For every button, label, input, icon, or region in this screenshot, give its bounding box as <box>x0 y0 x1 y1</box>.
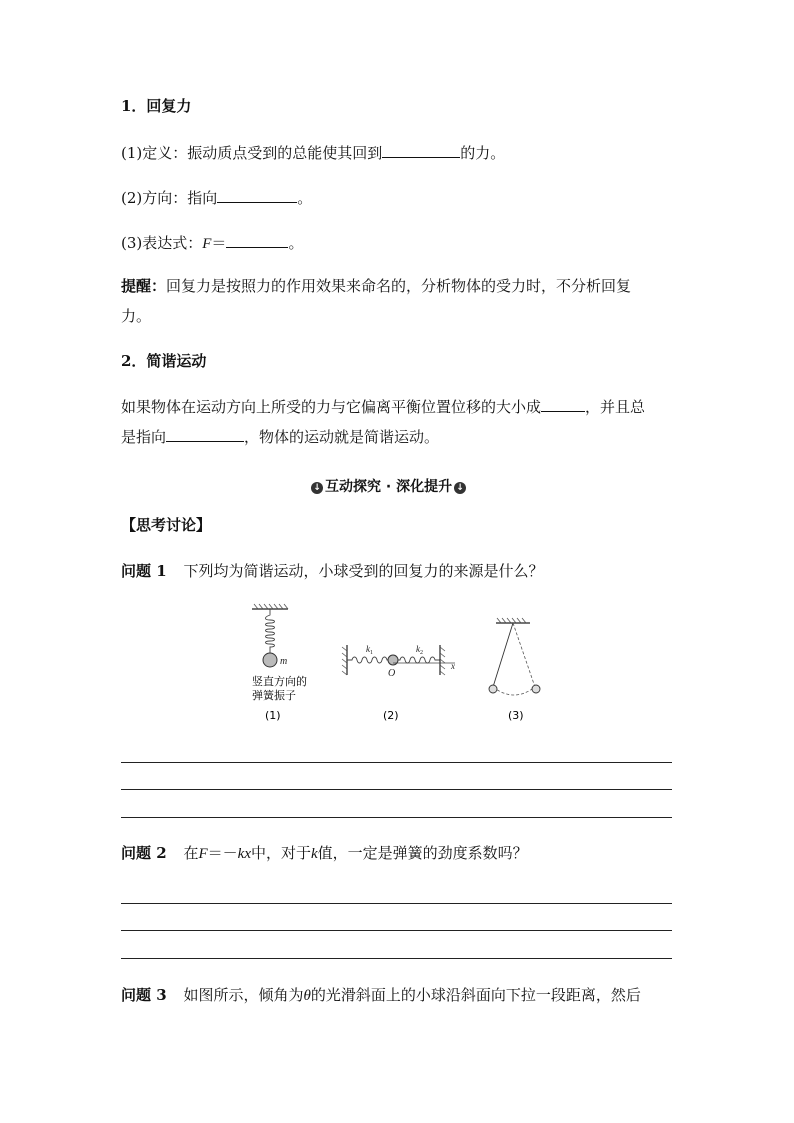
section2-heading: 2．简谐运动 <box>121 352 207 370</box>
question-1-label: 问题 1 <box>121 562 167 580</box>
expression-eq: ＝ <box>211 234 227 252</box>
spring-pendulum-figure <box>240 603 560 725</box>
question-1 <box>121 561 543 581</box>
vertical-spring-oscillator <box>252 604 288 667</box>
question-1-text: 下列均为简谐运动，小球受到的回复力的来源是什么？ <box>183 562 544 580</box>
fig1-number: (1) <box>265 709 281 722</box>
expression-line <box>121 232 303 254</box>
answer-line[interactable] <box>121 762 672 763</box>
question-3-text-b: 的光滑斜面上的小球沿斜面向下拉一段距离，然后 <box>310 986 641 1004</box>
question-2-text-c: 值，一定是弹簧的劲度系数吗？ <box>317 844 528 862</box>
direction-prefix: (2)方向：指向 <box>121 189 218 207</box>
tip-line-2: 力。 <box>121 307 152 325</box>
horizontal-double-spring <box>342 644 455 679</box>
question-2 <box>121 843 528 864</box>
simple-pendulum <box>489 618 540 695</box>
question-3-text-a: 如图所示，倾角为 <box>183 986 304 1004</box>
answer-line[interactable] <box>121 817 672 818</box>
formula-eq: ＝－ <box>207 844 238 862</box>
fig1-caption-line2: 弹簧振子 <box>252 689 296 702</box>
shm-line2-prefix: 是指向 <box>121 428 167 446</box>
theta-variable: θ <box>303 988 311 1004</box>
fig2-number: (2) <box>383 709 399 722</box>
section1-heading: 1．回复力 <box>121 97 192 115</box>
formula-F: F <box>198 846 208 862</box>
k2-label: $k_2$ <box>416 644 423 656</box>
answer-line[interactable] <box>121 930 672 931</box>
shm-line1-suffix: ，并且总 <box>585 398 646 416</box>
definition-line <box>121 142 505 163</box>
expression-suffix: 。 <box>288 234 304 252</box>
shm-line2-suffix: ，物体的运动就是简谐运动。 <box>244 428 440 446</box>
down-arrow-icon: ↓ <box>311 482 323 494</box>
shm-line-1 <box>121 396 645 417</box>
definition-suffix: 的力。 <box>460 144 506 162</box>
fig1-caption-line1: 竖直方向的 <box>252 675 307 688</box>
question-2-text-b: 中，对于 <box>250 844 311 862</box>
direction-line <box>121 187 312 208</box>
question-3 <box>121 985 641 1006</box>
answer-line[interactable] <box>121 903 672 904</box>
mass-label: m <box>280 656 288 667</box>
section-banner <box>309 476 468 496</box>
down-arrow-icon: ↓ <box>454 482 466 494</box>
tip-text-1: 回复力是按照力的作用效果来命名的，分析物体的受力时，不分析回复 <box>166 277 632 295</box>
question-2-text-a: 在 <box>183 844 199 862</box>
question-3-label: 问题 3 <box>121 986 167 1004</box>
pointing-blank[interactable] <box>166 426 244 442</box>
shm-line-2 <box>121 426 439 447</box>
k1-label: $k_1$ <box>366 644 373 656</box>
origin-label: O <box>388 668 396 679</box>
direction-blank[interactable] <box>217 187 297 203</box>
formula-kx: kx <box>237 846 251 862</box>
proportion-blank[interactable] <box>541 396 585 412</box>
k-variable: k <box>311 846 318 862</box>
shm-line1-prefix: 如果物体在运动方向上所受的力与它偏离平衡位置位移的大小成 <box>121 398 542 416</box>
question-2-label: 问题 2 <box>121 844 167 862</box>
expression-blank[interactable] <box>226 232 288 248</box>
discussion-label: 【思考讨论】 <box>121 516 212 534</box>
definition-blank[interactable] <box>382 142 460 158</box>
answer-line[interactable] <box>121 789 672 790</box>
expression-prefix: (3)表达式： <box>121 234 203 252</box>
fig3-number: (3) <box>508 709 524 722</box>
direction-suffix: 。 <box>297 189 313 207</box>
definition-prefix: (1)定义：振动质点受到的总能使其回到 <box>121 144 383 162</box>
banner-title: 互动探究 · 深化提升 <box>325 479 453 495</box>
expression-var-F: F <box>202 236 212 252</box>
answer-line[interactable] <box>121 958 672 959</box>
x-axis-label: x <box>451 661 455 671</box>
tip-line-1 <box>121 276 631 296</box>
tip-label: 提醒： <box>121 277 167 295</box>
